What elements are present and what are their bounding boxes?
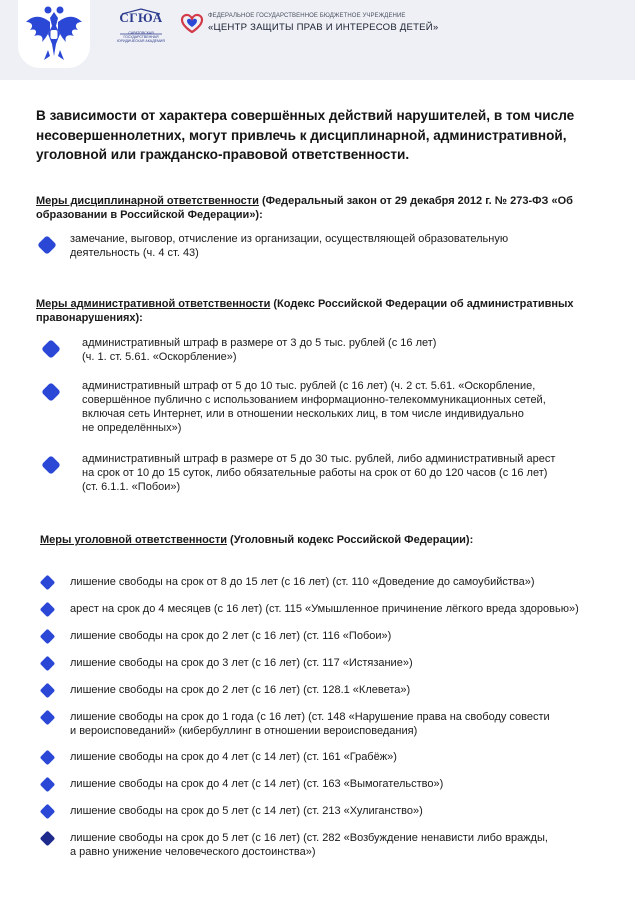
org-name-label: «ЦЕНТР ЗАЩИТЫ ПРАВ И ИНТЕРЕСОВ ДЕТЕЙ»	[208, 22, 439, 33]
list-item-text: лишение свободы на срок до 3 лет (с 16 лет) (ст. 117 «Истязание»)	[70, 657, 413, 669]
list-item-text: лишение свободы на срок до 4 лет (с 14 лет) (ст. 161 «Грабёж»)	[70, 751, 397, 763]
sgioa-label: СГЮА	[119, 10, 163, 25]
diamond-bullet-icon	[41, 455, 61, 475]
diamond-bullet-icon	[40, 656, 56, 672]
diamond-bullet-icon	[40, 629, 56, 645]
diamond-bullet-icon	[41, 382, 61, 402]
diamond-bullet-icon	[40, 804, 56, 820]
administrative-section-title	[36, 297, 606, 325]
disciplinary-title-rest: (Федеральный закон от 29 декабря 2012 г. № 273-ФЗ «Об образовании в Российской Федерации»):	[36, 195, 573, 221]
list-item-text: лишение свободы на срок до 5 лет (с 14 лет) (ст. 213 «Хулиганство»)	[70, 805, 423, 817]
diamond-bullet-icon	[40, 777, 56, 793]
administrative-title-rest: (Кодекс Российской Федерации об административных правонарушениях):	[36, 298, 574, 324]
header-band	[0, 0, 635, 80]
diamond-bullet-icon	[40, 575, 56, 591]
list-item-text: лишение свободы на срок до 5 лет (с 16 лет) (ст. 282 «Возбуждение ненависти либо вражды, а равно унижение человеческого достоинства»)	[70, 832, 548, 858]
list-item-text: арест на срок до 4 месяцев (с 16 лет) (ст. 115 «Умышленное причинение лёгкого вреда здоровью»)	[70, 603, 579, 615]
diamond-bullet-icon	[40, 831, 56, 847]
sgioa-subtitle: САРАТОВСКАЯ ГОСУДАРСТВЕННАЯ ЮРИДИЧЕСКАЯ АКАДЕМИЯ	[117, 31, 165, 43]
eagle-emblem-icon	[22, 4, 86, 64]
list-item-text: замечание, выговор, отчисление из организации, осуществляющей образовательную деятельность (ч. 4 ст. 43)	[70, 233, 509, 259]
list-item-text: лишение свободы на срок до 2 лет (с 16 лет) (ст. 116 «Побои»)	[70, 630, 392, 642]
list-item-text: лишение свободы на срок до 1 года (с 16 лет) (ст. 148 «Нарушение права на свободу совести и вероисповеданий» (кибербуллинг в отношении вероисповедания)	[70, 711, 550, 737]
org-type-label: ФЕДЕРАЛЬНОЕ ГОСУДАРСТВЕННОЕ БЮДЖЕТНОЕ УЧРЕЖДЕНИЕ	[208, 13, 406, 19]
list-item-text: лишение свободы на срок от 8 до 15 лет (с 16 лет) (ст. 110 «Доведение до самоубийства»)	[70, 576, 535, 588]
criminal-title-rest: (Уголовный кодекс Российской Федерации):	[227, 534, 474, 546]
list-item-text: административный штраф от 5 до 10 тыс. рублей (с 16 лет) (ч. 2 ст. 5.61. «Оскорбление, совершённое публично с использованием информационно-телекоммуникационных сетей, включая сеть Интернет, или в отношении нескольких лиц, в том числе индивидуально не определённых»)	[82, 380, 546, 434]
diamond-bullet-icon	[40, 750, 56, 766]
center-logo-icon	[178, 10, 208, 36]
list-item-text: административный штраф в размере от 5 до 30 тыс. рублей, либо административный арест на срок от 10 до 15 суток, либо обязательные работы на срок от 60 до 120 часов (с 16 лет) (ст. 6.1.1. «Побои»)	[82, 453, 556, 493]
disciplinary-section-title	[36, 194, 606, 222]
criminal-title-underlined: Меры уголовной ответственности	[40, 534, 227, 546]
diamond-bullet-icon	[40, 602, 56, 618]
criminal-section-title	[40, 533, 610, 547]
diamond-bullet-icon	[37, 235, 57, 255]
list-item-text: лишение свободы на срок до 2 лет (с 16 лет) (ст. 128.1 «Клевета»)	[70, 684, 411, 696]
diamond-bullet-icon	[40, 710, 56, 726]
disciplinary-title-underlined: Меры дисциплинарной ответственности	[36, 195, 259, 207]
intro-paragraph: В зависимости от характера совершённых действий нарушителей, в том числе несовершеннолетних, могут привлечь к дисциплинарной, административной, уголовной или гражданско-правовой ответственности.	[36, 108, 575, 162]
diamond-bullet-icon	[40, 683, 56, 699]
list-item-text: лишение свободы на срок до 4 лет (с 14 лет) (ст. 163 «Вымогательство»)	[70, 778, 444, 790]
administrative-title-underlined: Меры административной ответственности	[36, 298, 271, 310]
diamond-bullet-icon	[41, 339, 61, 359]
list-item-text: административный штраф в размере от 3 до 5 тыс. рублей (с 16 лет) (ч. 1. ст. 5.61. «Оскорбление»)	[82, 337, 437, 363]
